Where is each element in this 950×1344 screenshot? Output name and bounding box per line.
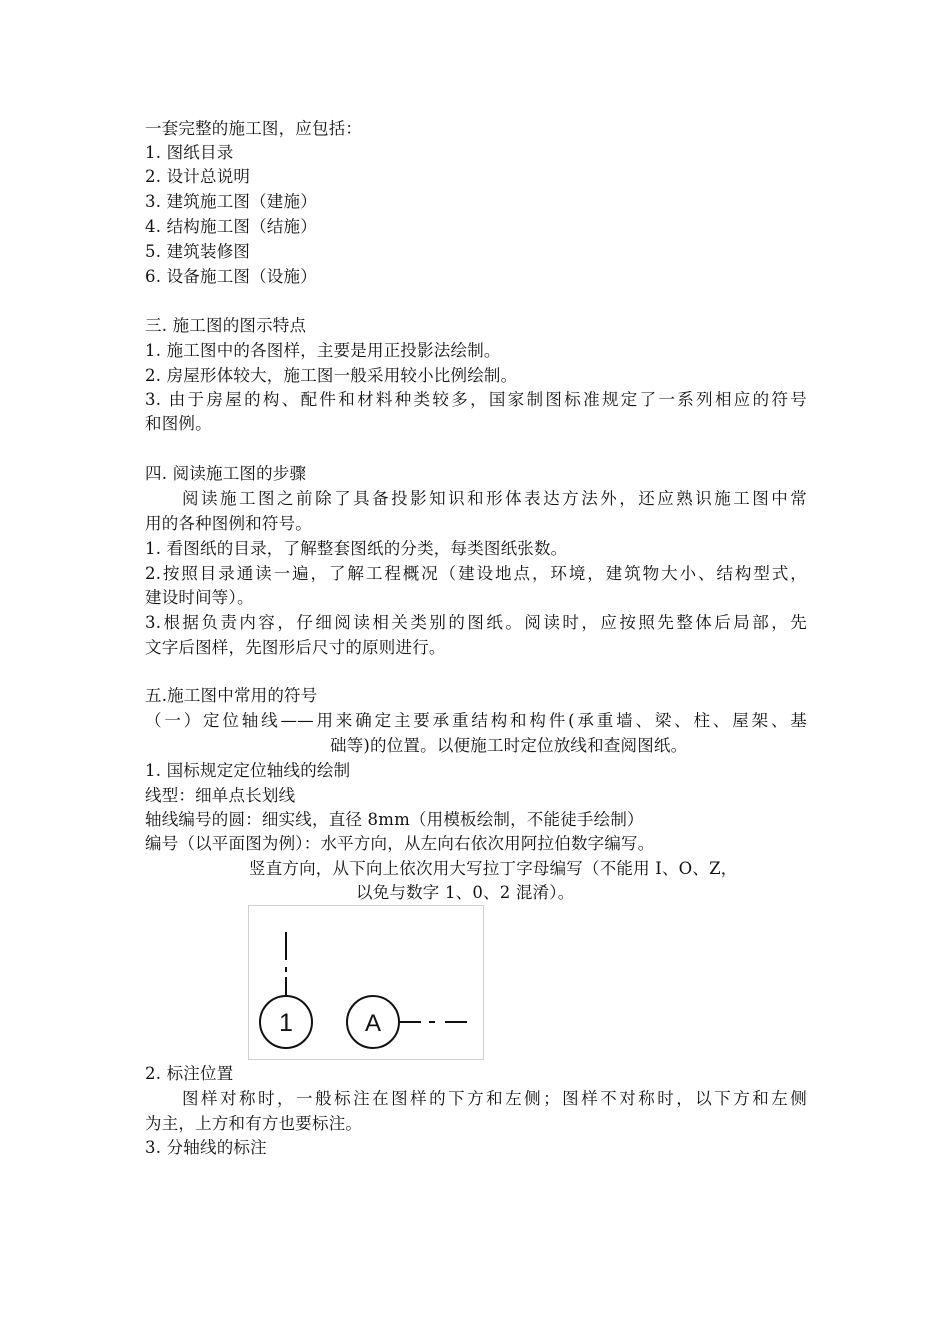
subsection-heading: 1. 国标规定定位轴线的绘制 <box>145 761 351 780</box>
section3-item: 2. 房屋形体较大，施工图一般采用较小比例绘制。 <box>145 366 518 385</box>
section4-paragraph-cont: 用的各种图例和符号。 <box>145 514 312 533</box>
numbering-text: 编号（以平面图为例）：水平方向，从左向右依次用阿拉伯数字编写。 <box>145 834 655 853</box>
axis-letter-label: A <box>364 1010 382 1037</box>
intro-item: 5. 建筑装修图 <box>145 242 251 261</box>
placement-text-cont: 为主，上方和有方也要标注。 <box>145 1114 363 1133</box>
section3-item: 1. 施工图中的各图样，主要是用正投影法绘制。 <box>145 341 501 360</box>
axis-definition-cont: 础等)的位置。以便施工时定位放线和查阅图纸。 <box>330 736 688 755</box>
intro-item: 2. 设计总说明 <box>145 167 251 186</box>
axis-number-label: 1 <box>279 1009 293 1037</box>
section4-item: 2.按照目录通读一遍，了解工程概况（建设地点，环境，建筑物大小、结构型式， <box>145 564 807 583</box>
numbering-vertical-cont: 以免与数字 1、0、2 混淆）。 <box>356 883 575 902</box>
section3-item-cont: 和图例。 <box>145 414 212 433</box>
line-type-text: 线型：细单点长划线 <box>145 786 296 805</box>
section3-item: 3. 由于房屋的构、配件和材料种类较多，国家制图标准规定了一系列相应的符号 <box>145 390 807 409</box>
section4-paragraph: 阅读施工图之前除了具备投影知识和形体表达方法外，还应熟识施工图中常 <box>182 489 807 508</box>
section4-item: 3.根据负责内容，仔细阅读相关类别的图纸。阅读时，应按照先整体后局部，先 <box>145 613 807 632</box>
axis-label-diagram <box>249 906 483 1059</box>
intro-item: 1. 图纸目录 <box>145 143 234 162</box>
section4-item: 1. 看图纸的目录，了解整套图纸的分类，每类图纸张数。 <box>145 539 568 558</box>
subsection-heading: 2. 标注位置 <box>145 1064 234 1083</box>
axis-definition: （一）定位轴线——用来确定主要承重结构和构件(承重墙、梁、柱、屋架、基 <box>145 711 807 730</box>
circle-spec-text: 轴线编号的圆：细实线，直径 8mm（用模板绘制，不能徒手绘制） <box>145 810 644 829</box>
placement-text: 图样对称时，一般标注在图样的下方和左侧；图样不对称时，以下方和左侧 <box>182 1089 807 1108</box>
intro-item: 4. 结构施工图（结施） <box>145 217 317 236</box>
axis-label-figure <box>248 905 484 1060</box>
intro-item: 3. 建筑施工图（建施） <box>145 192 317 211</box>
numbering-vertical-text: 竖直方向，从下向上依次用大写拉丁字母编写（不能用 I、O、Z， <box>249 859 738 878</box>
intro-item: 6. 设备施工图（设施） <box>145 267 317 286</box>
section4-item-cont: 建设时间等）。 <box>145 588 254 607</box>
intro-heading: 一套完整的施工图，应包括： <box>145 119 363 138</box>
section5-heading: 五.施工图中常用的符号 <box>145 686 318 705</box>
section4-item-cont: 文字后图样，先图形后尺寸的原则进行。 <box>145 638 446 657</box>
subsection-heading: 3. 分轴线的标注 <box>145 1138 267 1157</box>
section4-heading: 四. 阅读施工图的步骤 <box>145 464 307 483</box>
section3-heading: 三. 施工图的图示特点 <box>145 316 307 335</box>
